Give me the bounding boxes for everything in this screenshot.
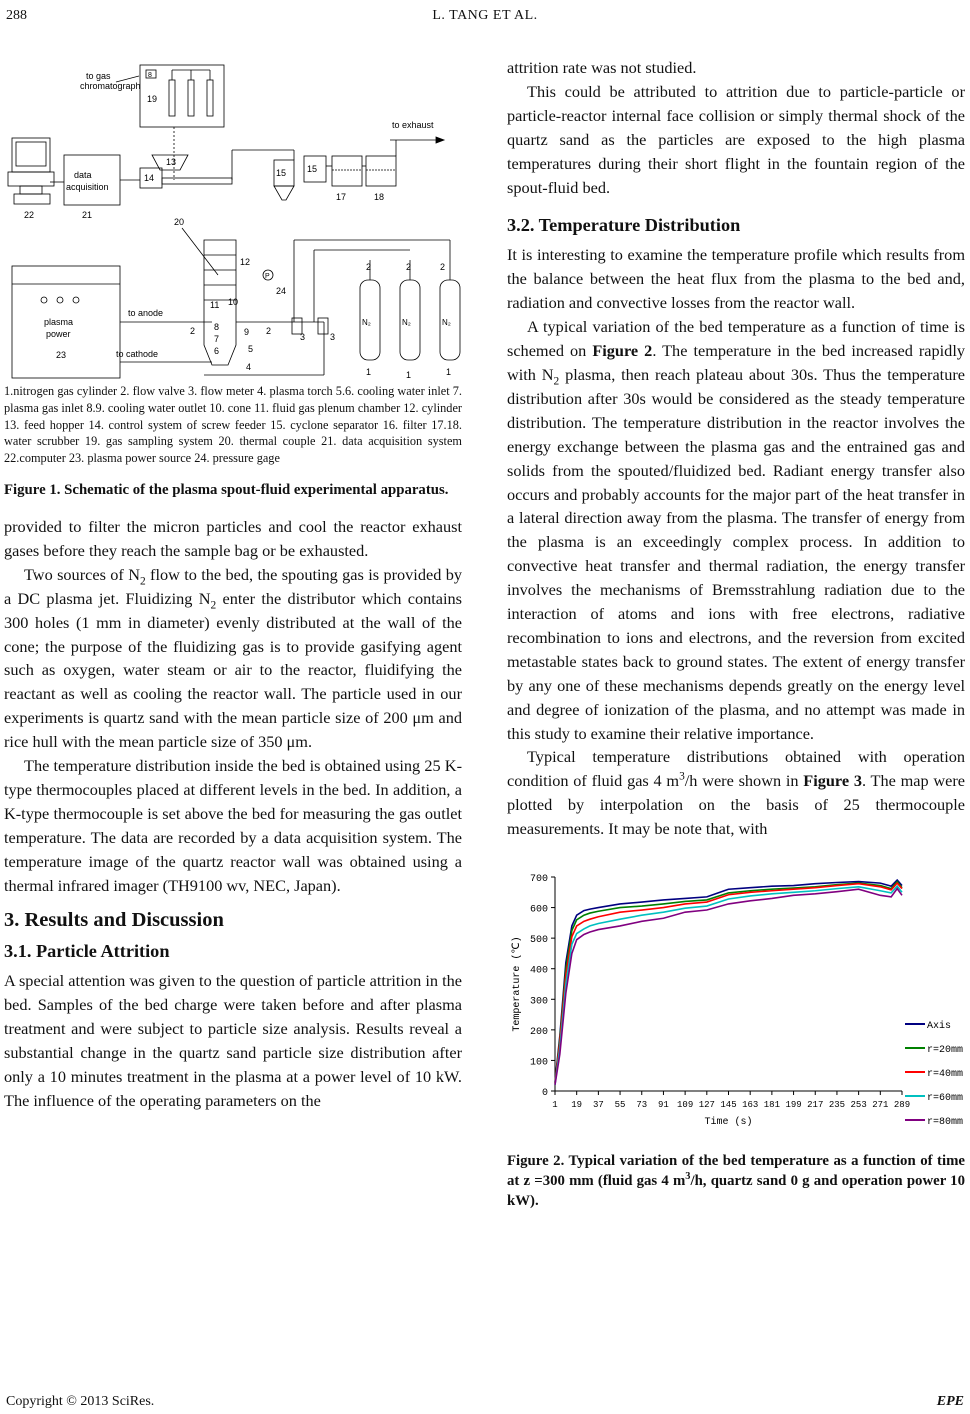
label-power: power xyxy=(46,329,71,339)
running-header xyxy=(0,8,970,30)
x-tick-label: 253 xyxy=(850,1100,867,1111)
figure-1-caption: Figure 1. Schematic of the plasma spout-fluid experimental apparatus. xyxy=(4,481,449,498)
label-15-top: 15 xyxy=(276,168,287,178)
x-tick-label: 217 xyxy=(807,1100,824,1111)
journal-abbrev: EPE xyxy=(936,1394,964,1409)
legend-label-r=80mm: r=80mm xyxy=(927,1117,964,1129)
series-line-r=80mm xyxy=(555,889,902,1085)
label-22: 22 xyxy=(24,210,35,220)
x-axis-label: Time (s) xyxy=(704,1117,753,1129)
label-acquisition: acquisition xyxy=(66,182,109,192)
x-tick-label: 109 xyxy=(677,1100,694,1111)
label-to-cathode: to cathode xyxy=(116,349,159,359)
x-tick-label: 289 xyxy=(893,1100,911,1111)
label-18: 18 xyxy=(374,192,385,202)
right-paragraph-4: A typical variation of the bed temperature as a function of time is schemed on Figure 2. The temperature in the bed increased rapidly with $N_2$ plasma, then reach plateau about 30s. Thus the temperature distribution after 30s would be considered as the steady temperature distribution. The temperature distribution in the reactor involves the energy exchange between the plasma gas and the entrained gas and solids from the spouted/fluidized bed. Radiant energy transfer also occurs and probably accounts for the major part of the heat transfer in a lateral direction away from the plasma. The transfer of energy from the plasma is an exceedingly complex process. In addition to convective heat transfer and thermal radiation, the energy transfer involves the mechanisms of Bremsstrahlung radiation due to the interaction of atoms and ions with free electrons, radiative recombination to ions and electrons, and the reversion from excited metastable states back to ground states. The extent of energy transfer by any one of these mechanisms depends greatly on the energy level and degree of ionization of the plasma, and no attempt was made in this study to examine their relative importance. xyxy=(507,317,965,743)
right-paragraph-3: It is interesting to examine the temperature profile which results from the balance between the heat flux from the plasma to the bed and, radiation and convective losses from the reactor wall. xyxy=(507,245,965,313)
y-tick-label: 300 xyxy=(529,996,548,1008)
x-tick-label: 163 xyxy=(742,1100,759,1111)
left-paragraph-1: provided to filter the micron particles and cool the reactor exhaust gases before they reach the sample bag or be exhausted. xyxy=(4,516,462,560)
x-tick-label: 1 xyxy=(552,1100,558,1111)
y-tick-label: 500 xyxy=(529,935,548,947)
running-authors: L. TANG ET AL. xyxy=(432,8,538,23)
x-tick-label: 91 xyxy=(658,1100,669,1111)
label-19: 19 xyxy=(147,94,158,104)
x-tick-label: 271 xyxy=(872,1100,889,1111)
label-6: 6 xyxy=(214,346,220,356)
label-2b: 2 xyxy=(266,326,272,336)
label-2c: 2 xyxy=(366,262,372,272)
page-number: 288 xyxy=(6,8,27,23)
y-tick-label: 700 xyxy=(529,874,548,886)
label-9: 9 xyxy=(244,327,250,337)
label-8: 8 xyxy=(148,72,152,79)
right-paragraph-5: Typical temperature distributions obtained with operation condition of fluid gas 4 $m^3/h$ were shown in Figure 3. The map were plotted by interpolation on the basis of 25 thermocouple measurements. It may be note that, with xyxy=(507,747,965,839)
label-p: P xyxy=(265,273,270,280)
label-5: 5 xyxy=(248,344,254,354)
x-tick-label: 19 xyxy=(571,1100,583,1111)
label-data: data xyxy=(74,170,92,180)
temperature-chart xyxy=(507,869,965,1139)
label-n2-c: N₂ xyxy=(442,318,451,327)
label-to-exhaust: to exhaust xyxy=(392,120,434,130)
left-column xyxy=(4,60,462,1113)
label-to-gas: to gas xyxy=(86,71,111,81)
page-footer xyxy=(0,1394,970,1412)
label-21: 21 xyxy=(82,210,93,220)
label-2a: 2 xyxy=(190,326,196,336)
label-1c: 1 xyxy=(446,367,452,377)
y-tick-label: 400 xyxy=(529,965,548,977)
right-paragraph-2: This could be attributed to attrition due to particle-particle or particle-reactor internal face collision or simply thermal shock of the quartz sand as the particles are exposed to the high plasma temperatures during their short flight in the fountain region of the spout-fluid bed. xyxy=(507,81,965,197)
label-11: 11 xyxy=(210,300,220,310)
right-paragraph-1: attrition rate was not studied. xyxy=(507,58,697,77)
copyright-notice: Copyright © 2013 SciRes. xyxy=(6,1394,155,1409)
figure-1-schematic xyxy=(4,60,462,380)
figure-2-caption: Figure 2. Typical variation of the bed temperature as a function of time at z =300 mm (fluid gas 4 $m^3/h$, quartz sand 0 g and operation power 10 kW). xyxy=(507,1153,965,1210)
label-20: 20 xyxy=(174,217,185,227)
label-n2-b: N₂ xyxy=(402,318,411,327)
left-paragraph-2: Two sources of $N_2$ flow to the bed, the spouting gas is provided by a DC plasma jet. Fluidizing $N_2$ enter the distributor which contains 300 holes (1 mm in diameter) evenly distributed at the wall of the cone; the purpose of the fluidizing gas is to provide gasifying agent such as oxygen, water steam or air to the reactor, fluidifying the reactant as well as cooling the reactor wall. The particle used in our experiments is quartz sand with the mean particle size of 200 μm and rice hull with the mean particle size of 350 μm. xyxy=(4,564,462,752)
label-23: 23 xyxy=(56,350,67,360)
label-24: 24 xyxy=(276,286,287,296)
subsection-heading-attrition: 3.1. Particle Attrition xyxy=(4,941,170,962)
y-tick-label: 600 xyxy=(529,904,548,916)
left-paragraph-4: A special attention was given to the question of particle attrition in the bed. Samples of the bed charge were taken before and after plasma treatment and were subject to particle size analysis. Results reveal a substantial change in the quartz sand particle size distribution after only a 10 minutes treatment in the plasma at a power level of 10 kW. The influence of the operating parameters on the xyxy=(4,971,462,1111)
label-1b: 1 xyxy=(406,370,412,380)
label-7: 7 xyxy=(214,334,220,344)
legend-label-Axis: Axis xyxy=(927,1021,952,1033)
label-4: 4 xyxy=(246,362,252,372)
y-axis-label: Temperature (℃) xyxy=(512,936,523,1032)
x-tick-label: 145 xyxy=(720,1100,737,1111)
label-15b: 15 xyxy=(307,164,318,174)
series-line-r=20mm xyxy=(555,882,902,1084)
label-n2-a: N₂ xyxy=(362,318,371,327)
label-8b: 8 xyxy=(214,322,220,332)
figure-2-chart xyxy=(507,869,965,1139)
label-3a: 3 xyxy=(300,332,306,342)
y-tick-label: 0 xyxy=(541,1088,548,1100)
x-tick-label: 235 xyxy=(828,1100,846,1111)
label-1a: 1 xyxy=(366,367,372,377)
label-3b: 3 xyxy=(330,332,336,342)
x-tick-label: 37 xyxy=(592,1100,604,1111)
left-paragraph-3: The temperature distribution inside the bed is obtained using 25 K-type thermocouples placed at different levels in the bed. In addition, a K-type thermocouple is set above the bed for measuring the gas outlet temperature. The data are recorded by a data acquisition system. The temperature image of the quartz reactor wall was obtained using a thermal infrared imager (TH9100 wv, NEC, Japan). xyxy=(4,756,462,895)
subsection-heading-temperature: 3.2. Temperature Distribution xyxy=(507,215,741,236)
label-to-anode: to anode xyxy=(128,308,164,318)
x-tick-label: 127 xyxy=(698,1100,715,1111)
label-14: 14 xyxy=(144,173,155,183)
label-17: 17 xyxy=(336,192,347,202)
apparatus-diagram xyxy=(4,60,462,380)
section-heading-results: 3. Results and Discussion xyxy=(4,909,224,932)
label-2e: 2 xyxy=(440,262,446,272)
y-tick-label: 100 xyxy=(529,1057,548,1069)
x-tick-label: 181 xyxy=(763,1100,780,1111)
legend-label-r=40mm: r=40mm xyxy=(927,1069,964,1081)
x-tick-label: 55 xyxy=(614,1100,626,1111)
label-12: 12 xyxy=(240,257,251,267)
legend-label-r=20mm: r=20mm xyxy=(927,1045,964,1057)
y-tick-label: 200 xyxy=(529,1026,548,1038)
right-column xyxy=(507,56,965,1211)
figure-1-legend: 1.nitrogen gas cylinder 2. flow valve 3. flow meter 4. plasma torch 5.6. cooling water inlet 7. plasma gas inlet 8.9. cooling water outlet 10. cone 11. fluid gas plenum chamber 12. cylinder 13. feed hopper 14. control system of screw feeder 15. cyclone separator 16. filter 17.18. water scrubber 19. gas sampling system 20. thermal couple 21. data acquisition system 22.computer 23. plasma power source 24. pressure gage xyxy=(4,384,462,466)
label-10: 10 xyxy=(228,297,239,307)
label-13: 13 xyxy=(166,157,177,167)
x-tick-label: 73 xyxy=(636,1100,648,1111)
legend-label-r=60mm: r=60mm xyxy=(927,1093,964,1105)
label-plasma: plasma xyxy=(44,317,74,327)
series-line-r=40mm xyxy=(555,883,902,1083)
x-tick-label: 199 xyxy=(785,1100,802,1111)
label-2d: 2 xyxy=(406,262,412,272)
label-chromatograph: chromatograph xyxy=(80,81,141,91)
series-line-r=60mm xyxy=(555,886,902,1085)
